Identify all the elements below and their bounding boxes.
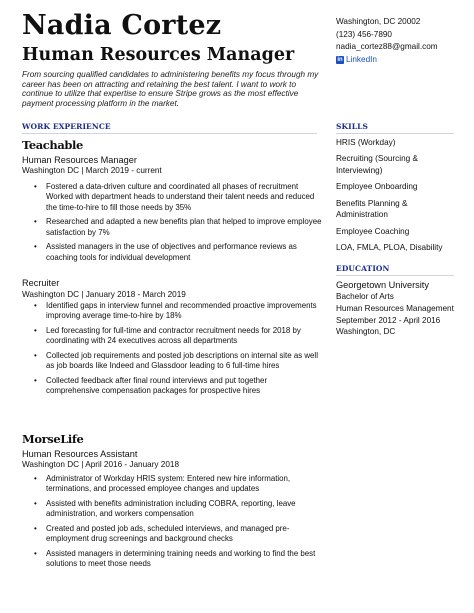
work-divider bbox=[22, 133, 317, 134]
contact-block bbox=[336, 16, 438, 66]
job-role: Human Resources Assistant bbox=[22, 449, 138, 459]
job-bullet: • Collected job requirements and posted job descriptions on internal site as well as job boards like Indeed and Glassdoor leading to 6 full-time hires bbox=[22, 351, 322, 372]
job-bullets bbox=[22, 474, 322, 574]
education-degree: Bachelor of Arts bbox=[336, 292, 394, 301]
linkedin-label: LinkedIn bbox=[346, 54, 377, 64]
contact-location: Washington, DC 20002 bbox=[336, 17, 421, 26]
job-role: Human Resources Manager bbox=[22, 155, 137, 165]
skills-list bbox=[336, 137, 456, 259]
job-bullet: • Identified gaps in interview funnel and recommended proactive improvements improving average time-to-hire by 18% bbox=[22, 301, 322, 322]
skill-item: LOA, FMLA, PLOA, Disability bbox=[336, 243, 443, 253]
skill-item: Employee Coaching bbox=[336, 226, 410, 236]
contact-phone: (123) 456-7890 bbox=[336, 29, 392, 39]
job-bullet: • Administrator of Workday HRIS system: Entered new hire information, terminations, and processed employee changes and updates bbox=[22, 474, 322, 495]
linkedin-link[interactable] bbox=[336, 54, 438, 67]
job-bullets bbox=[22, 301, 322, 401]
job-bullets bbox=[22, 182, 322, 267]
job-bullet: • Assisted with benefits administration including COBRA, reporting, leave administration, and workers compensation bbox=[22, 499, 322, 520]
job-company: Teachable bbox=[22, 138, 83, 152]
candidate-name: Nadia Cortez bbox=[22, 10, 222, 41]
candidate-title: Human Resources Manager bbox=[22, 45, 295, 65]
education-divider bbox=[336, 275, 454, 276]
education-school: Georgetown University bbox=[336, 280, 429, 290]
work-experience-heading: WORK EXPERIENCE bbox=[22, 122, 111, 131]
contact-email[interactable]: nadia_cortez88@gmail.com bbox=[336, 42, 438, 52]
skill-item: Employee Onboarding bbox=[336, 182, 418, 192]
skill-item: Recruiting (Sourcing & Interviewing) bbox=[336, 154, 418, 175]
education-heading: EDUCATION bbox=[336, 264, 390, 273]
education-major: Human Resources Management September 2012 - April 2016 Washington, DC bbox=[336, 304, 454, 337]
summary-text: From sourcing qualified candidates to administering benefits my focus through my career has been on attracting and retaining the best talent. I want to work to continue to utilize that expertise to ensure Stripe grows as the most effective payment processing platform in the market. bbox=[22, 70, 319, 108]
skill-item: HRIS (Workday) bbox=[336, 138, 396, 147]
job-bullet: • Fostered a data-driven culture and coordinated all phases of recruitment Worked with department heads to understand their talent needs and reduced the time-to-hire to fill those needs by 35% bbox=[22, 182, 322, 213]
job-bullet: • Assisted managers in determining training needs and working to find the best solutions to meet those needs bbox=[22, 549, 322, 570]
skills-divider bbox=[336, 133, 454, 134]
job-bullet: • Created and posted job ads, scheduled interviews, and managed pre- employment drug screenings and background checks bbox=[22, 524, 322, 545]
skills-heading: SKILLS bbox=[336, 122, 369, 131]
job-company: MorseLife bbox=[22, 432, 84, 446]
job-bullet: • Assisted managers in the use of objectives and performance reviews as coaching tools for individual development bbox=[22, 242, 322, 263]
job-bullet: • Researched and adapted a new benefits plan that helped to improve employee satisfaction by 7% bbox=[22, 217, 322, 238]
skill-item: Benefits Planning & Administration bbox=[336, 198, 408, 220]
job-company: Recruiter bbox=[22, 278, 60, 288]
job-bullet: • Led forecasting for full-time and contractor recruitment needs for 2018 by coordinating with 24 executives across all departments bbox=[22, 326, 322, 347]
linkedin-icon: in bbox=[337, 57, 343, 64]
job-meta: Washington DC | April 2016 - January 2018 bbox=[22, 460, 180, 469]
job-meta: Washington DC | March 2019 - current bbox=[22, 166, 162, 175]
job-bullet: • Collected feedback after final round interviews and put together comprehensive compensation packages for prospective hires bbox=[22, 376, 322, 397]
job-meta: Washington DC | January 2018 - March 2019 bbox=[22, 290, 186, 299]
